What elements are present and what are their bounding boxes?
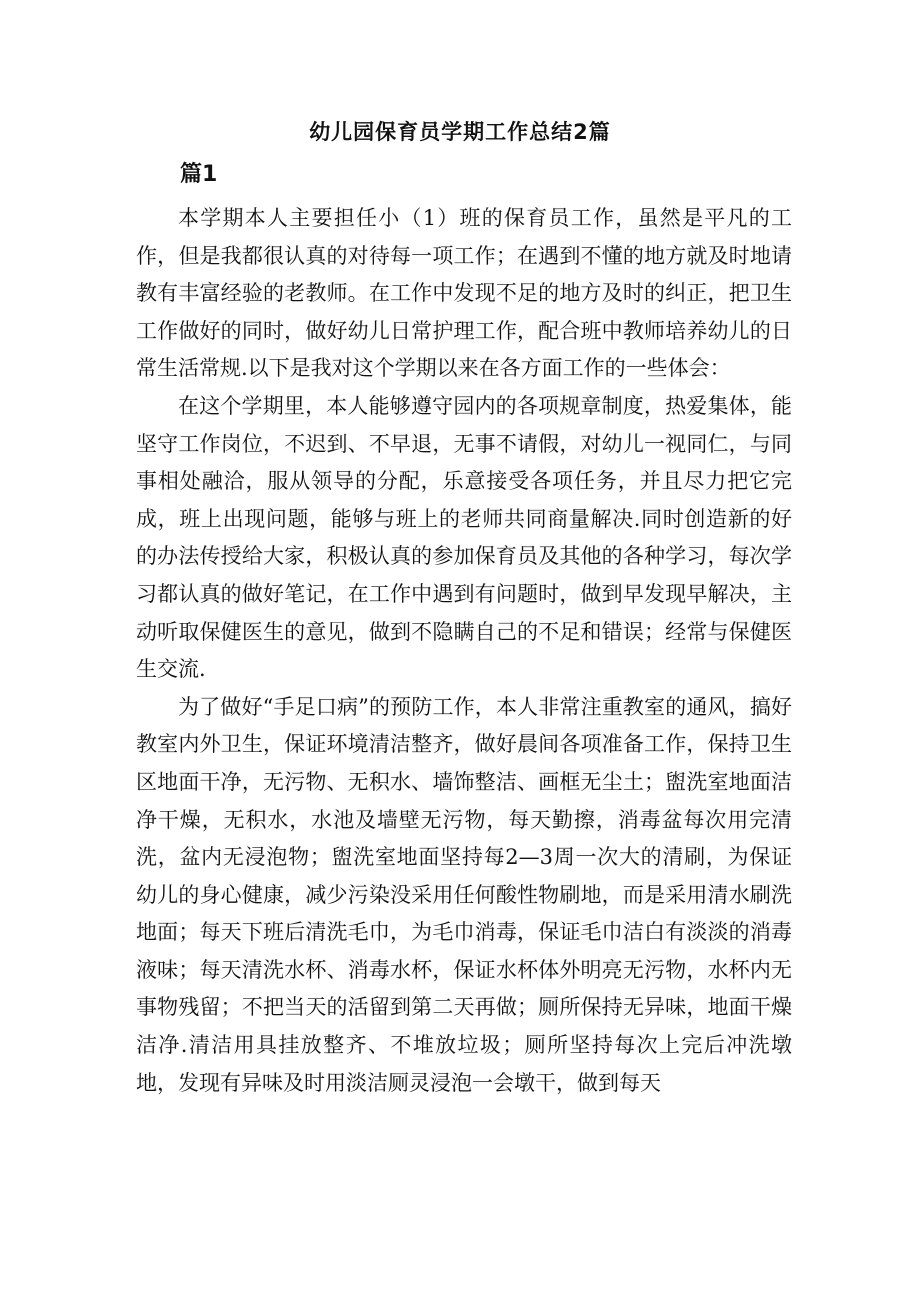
paragraph-3: 为了做好“手足口病”的预防工作，本人非常注重教室的通风，搞好教室内外卫生，保证环境清洁整齐，做好晨间各项准备工作，保持卫生区地面干净，无污物、无积水、墙饰整洁、画框无尘土；盥洗室地面洁净干燥，无积水，水池及墙壁无污物，每天勤擦，消毒盆每次用完清洗，盆内无浸泡物；盥洗室地面坚持每2—3周一次大的清刷，为保证幼儿的身心健康，减少污染没采用任何酸性物刷地，而是采用清水刷洗地面；每天下班后清洗毛巾，为毛巾消毒，保证毛巾洁白有淡淡的消毒液味；每天清洗水杯、消毒水杯，保证水杯体外明亮无污物，水杯内无事物残留；不把当天的活留到第二天再做；厕所保持无异味，地面干燥洁净.清洁用具挂放整齐、不堆放垃圾；厕所坚持每次上完后冲洗墩地，发现有异味及时用淡洁厕灵浸泡一会墩干，做到每天: [136, 694, 792, 1095]
paragraph-2: 在这个学期里，本人能够遵守园内的各项规章制度，热爱集体，能坚守工作岗位，不迟到、不早退，无事不请假，对幼儿一视同仁，与同事相处融洽，服从领导的分配，乐意接受各项任务，并且尽力把它完成，班上出现问题，能够与班上的老师共同商量解决.同时创造新的好的办法传授给大家，积极认真的参加保育员及其他的各种学习，每次学习都认真的做好笔记，在工作中遇到有问题时，做到早发现早解决，主动听取保健医生的意见，做到不隐瞒自己的不足和错误；经常与保健医生交流.: [136, 393, 792, 682]
section-heading: 篇1: [180, 162, 218, 187]
document-title: 幼儿园保育员学期工作总结2篇: [309, 120, 611, 144]
paragraph-1: 本学期本人主要担任小（1）班的保育员工作，虽然是平凡的工作，但是我都很认真的对待每一项工作；在遇到不懂的地方就及时地请教有丰富经验的老教师。在工作中发现不足的地方及时的纠正，把卫生工作做好的同时，做好幼儿日常护理工作，配合班中教师培养幼儿的日常生活常规.以下是我对这个学期以来在各方面工作的一些体会：: [136, 206, 792, 381]
document-body: [136, 200, 792, 1102]
